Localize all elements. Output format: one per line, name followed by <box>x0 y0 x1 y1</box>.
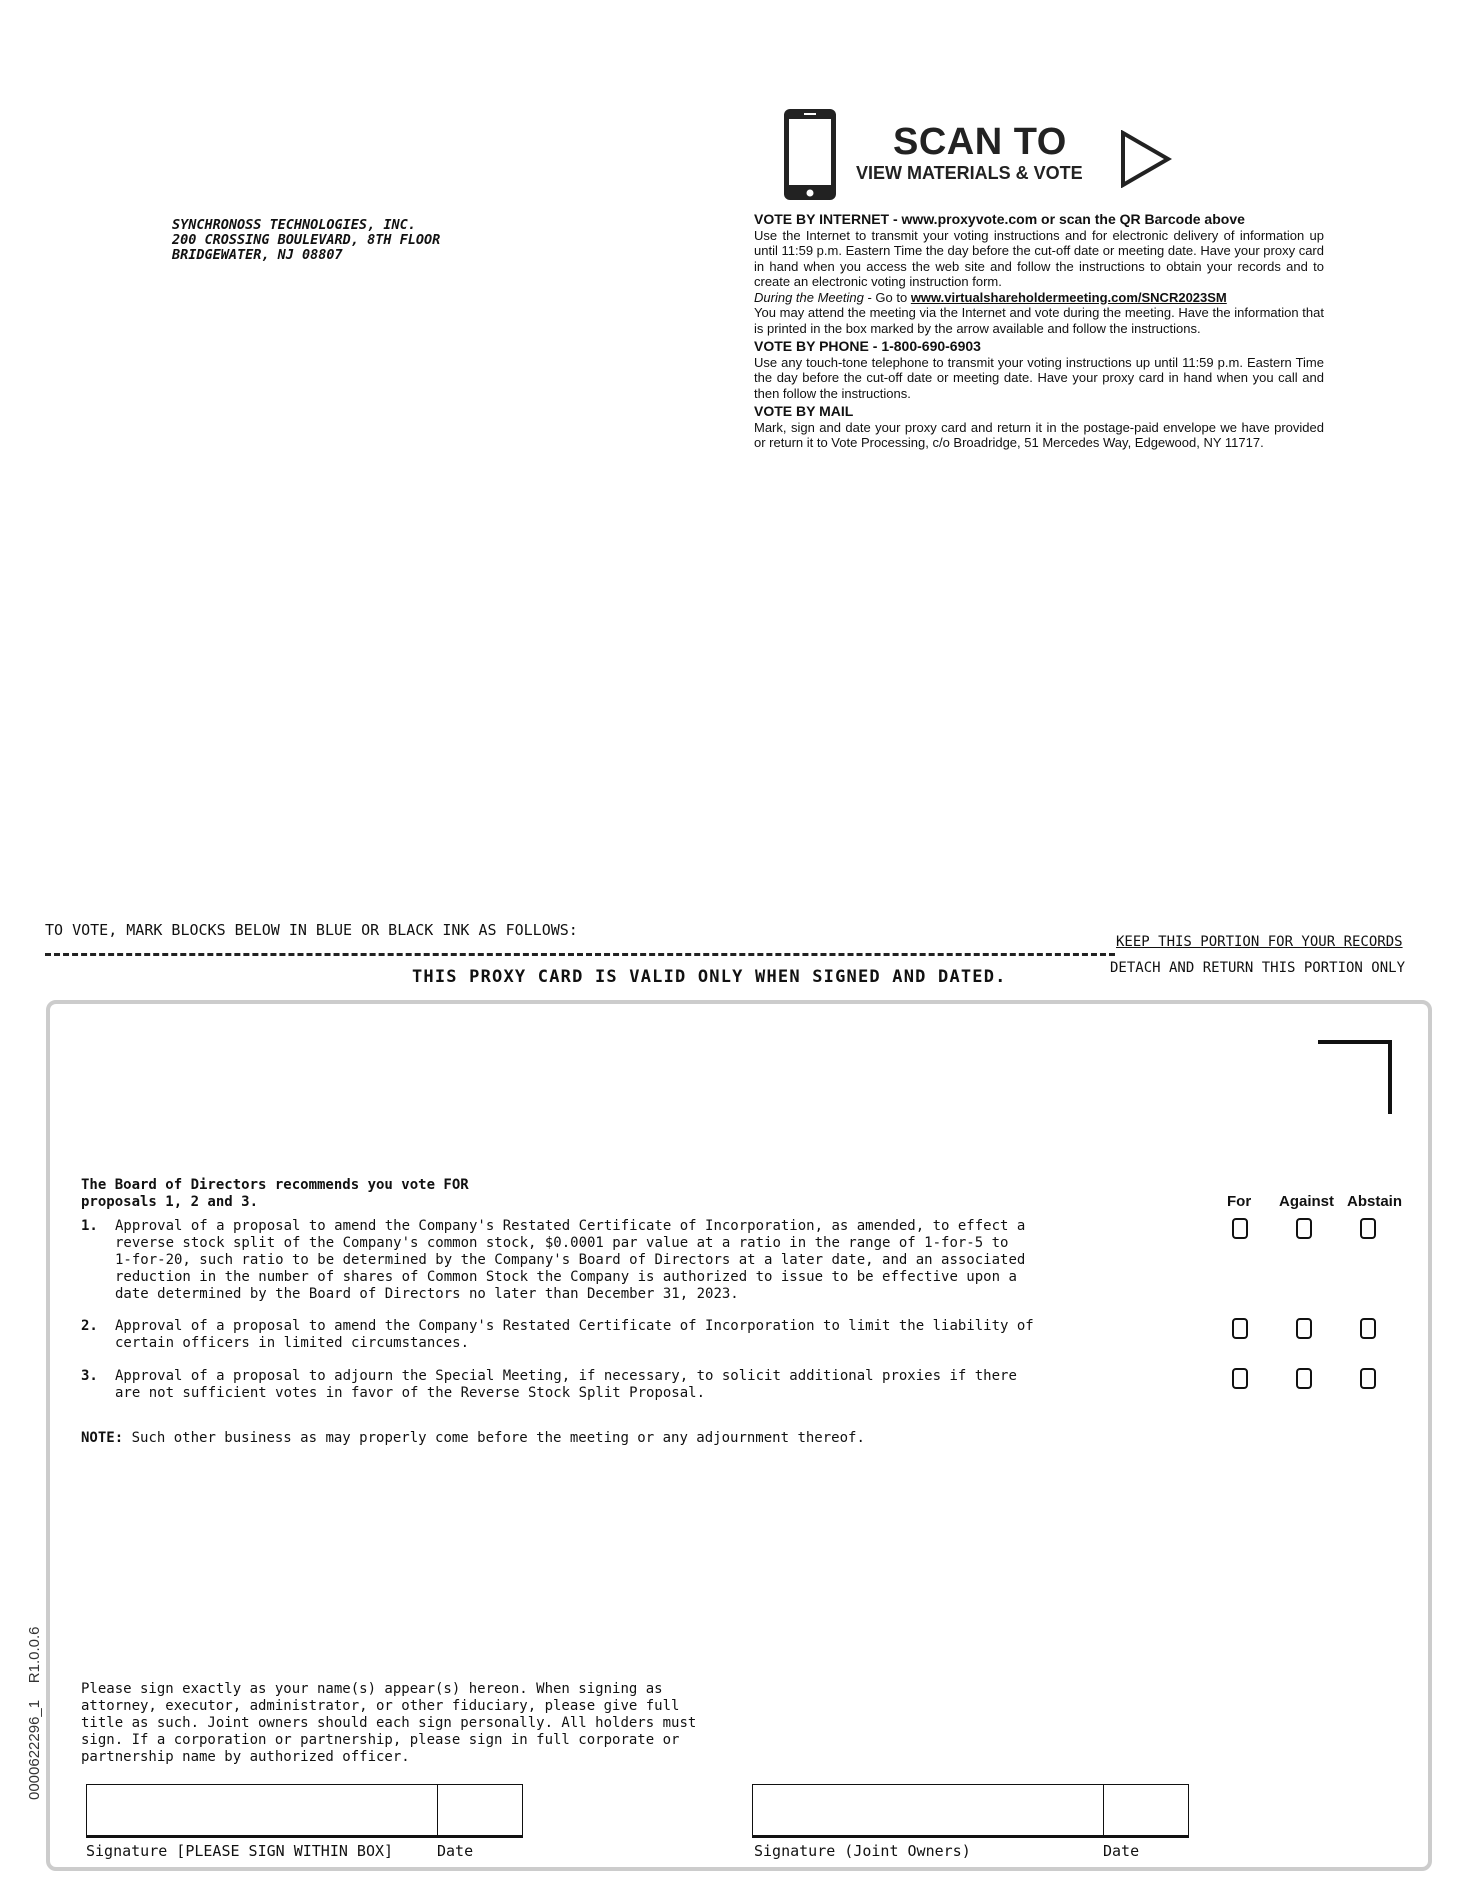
proposal-2-for-checkbox[interactable] <box>1232 1318 1248 1339</box>
phone-heading: VOTE BY PHONE - 1-800-690-6903 <box>754 338 981 354</box>
proposal-number: 1. <box>81 1218 98 1234</box>
keep-portion-label: KEEP THIS PORTION FOR YOUR RECORDS <box>1116 934 1403 950</box>
joint-signature-box[interactable] <box>752 1784 1104 1838</box>
smartphone-icon <box>783 108 837 201</box>
date-label: Date <box>437 1842 474 1860</box>
board-line-1: The Board of Directors recommends you vote FOR <box>81 1177 469 1193</box>
meeting-url-link[interactable]: www.virtualshareholdermeeting.com/SNCR2023SM <box>910 289 1227 305</box>
proposal-1-against-checkbox[interactable] <box>1296 1218 1312 1239</box>
internet-body: Use the Internet to transmit your voting instructions and for electronic delivery of information up until 11:59 p.m. Eastern Time the day before the cut-off date or meeting date. Have your proxy card in hand when you access the web site and follow the instructions to obtain your records and to create an electronic voting instruction form. <box>754 227 1324 289</box>
note-text: Such other business as may properly come before the meeting or any adjournment thereof. <box>123 1430 865 1446</box>
proposal-text: Approval of a proposal to amend the Company's Restated Certificate of Incorporation to limit the liability of certain officers in limited circumstances. <box>115 1318 1034 1351</box>
signing-instructions: Please sign exactly as your name(s) appear(s) hereon. When signing as attorney, executor, administrator, or other fiduciary, please give full title as such. Joint owners should each sign personally. All holders must sign. If a corporation or partnership, please sign in full corporate or partnership name by authorized officer. <box>81 1681 697 1765</box>
joint-date-label: Date <box>1103 1842 1140 1860</box>
proposal-3 <box>81 1368 1017 1402</box>
to-vote-instruction: TO VOTE, MARK BLOCKS BELOW IN BLUE OR BLACK INK AS FOLLOWS: <box>45 921 578 939</box>
detach-return-label: DETACH AND RETURN THIS PORTION ONLY <box>1110 960 1406 976</box>
mail-body: Mark, sign and date your proxy card and return it in the postage-paid envelope we have provided or return it to Vote Processing, c/o Broadridge, 51 Mercedes Way, Edgewood, NY 11717. <box>754 419 1324 450</box>
proposal-3-abstain-checkbox[interactable] <box>1360 1368 1376 1389</box>
proposal-2-against-checkbox[interactable] <box>1296 1318 1312 1339</box>
proposal-text: Approval of a proposal to amend the Company's Restated Certificate of Incorporation, as amended, to effect a reverse stock split of the Company's common stock, $0.0001 par value at a ratio in the range of 1-for-5 to 1-for-20, such ratio to be determined by the Company's Board of Directors at a later date, and an associated reduction in the number of shares of Common Stock the Company is authorized to issue to be effective upon a date determined by the Board of Directors no later than December 31, 2023. <box>115 1218 1026 1302</box>
company-name: SYNCHRONOSS TECHNOLOGIES, INC. <box>172 217 416 233</box>
mail-heading: VOTE BY MAIL <box>754 403 854 419</box>
proposal-number: 3. <box>81 1368 98 1384</box>
board-line-2: proposals 1, 2 and 3. <box>81 1194 259 1210</box>
column-against: Against <box>1279 1193 1335 1210</box>
meeting-prefix: During the Meeting <box>754 289 864 305</box>
company-address-line2: BRIDGEWATER, NJ 08807 <box>172 247 343 263</box>
proposal-number: 2. <box>81 1318 98 1334</box>
board-recommendation <box>81 1177 469 1211</box>
proposal-1-abstain-checkbox[interactable] <box>1360 1218 1376 1239</box>
proposal-3-against-checkbox[interactable] <box>1296 1368 1312 1389</box>
signature-box[interactable] <box>86 1784 438 1838</box>
valid-only-notice: THIS PROXY CARD IS VALID ONLY WHEN SIGNED AND DATED. <box>412 967 1007 987</box>
meeting-body: You may attend the meeting via the Internet and vote during the meeting. Have the information that is printed in the box marked by the arrow available and follow the instructions. <box>754 305 1324 336</box>
meeting-goto: - Go to <box>863 289 911 305</box>
company-address <box>172 218 440 263</box>
play-arrow-icon <box>1120 130 1172 188</box>
proposal-1-for-checkbox[interactable] <box>1232 1218 1248 1239</box>
signature-label: Signature [PLEASE SIGN WITHIN BOX] <box>86 1842 394 1860</box>
proposal-3-for-checkbox[interactable] <box>1232 1368 1248 1389</box>
voting-instructions <box>754 209 1324 451</box>
scan-subtitle: VIEW MATERIALS & VOTE <box>856 163 1083 183</box>
meeting-line <box>754 290 1324 306</box>
note-label: NOTE: <box>81 1430 124 1446</box>
corner-registration-mark <box>1318 1040 1392 1114</box>
internet-heading: VOTE BY INTERNET - www.proxyvote.com or scan the QR Barcode above <box>754 211 1245 227</box>
scan-title: SCAN TO <box>893 121 1067 163</box>
proposal-2-abstain-checkbox[interactable] <box>1360 1318 1376 1339</box>
column-for: For <box>1227 1193 1252 1210</box>
proposal-1 <box>81 1218 1025 1303</box>
tear-line <box>45 953 1115 956</box>
joint-signature-label: Signature (Joint Owners) <box>754 1842 971 1860</box>
joint-date-box[interactable] <box>1103 1784 1189 1838</box>
phone-body: Use any touch-tone telephone to transmit your voting instructions up until 11:59 p.m. Eastern Time the day before the cut-off date or meeting date. Have your proxy card in hand when you call and then follow the instructions. <box>754 354 1324 401</box>
note-line <box>81 1430 865 1446</box>
document-control-code: 0000622296_1 R1.0.0.6 <box>26 1626 43 1800</box>
date-box[interactable] <box>437 1784 523 1838</box>
column-abstain: Abstain <box>1347 1193 1403 1210</box>
proposal-2 <box>81 1318 1034 1352</box>
company-address-line1: 200 CROSSING BOULEVARD, 8TH FLOOR <box>172 232 441 248</box>
proposal-text: Approval of a proposal to adjourn the Special Meeting, if necessary, to solicit additional proxies if there are not sufficient votes in favor of the Reverse Stock Split Proposal. <box>115 1368 1017 1401</box>
